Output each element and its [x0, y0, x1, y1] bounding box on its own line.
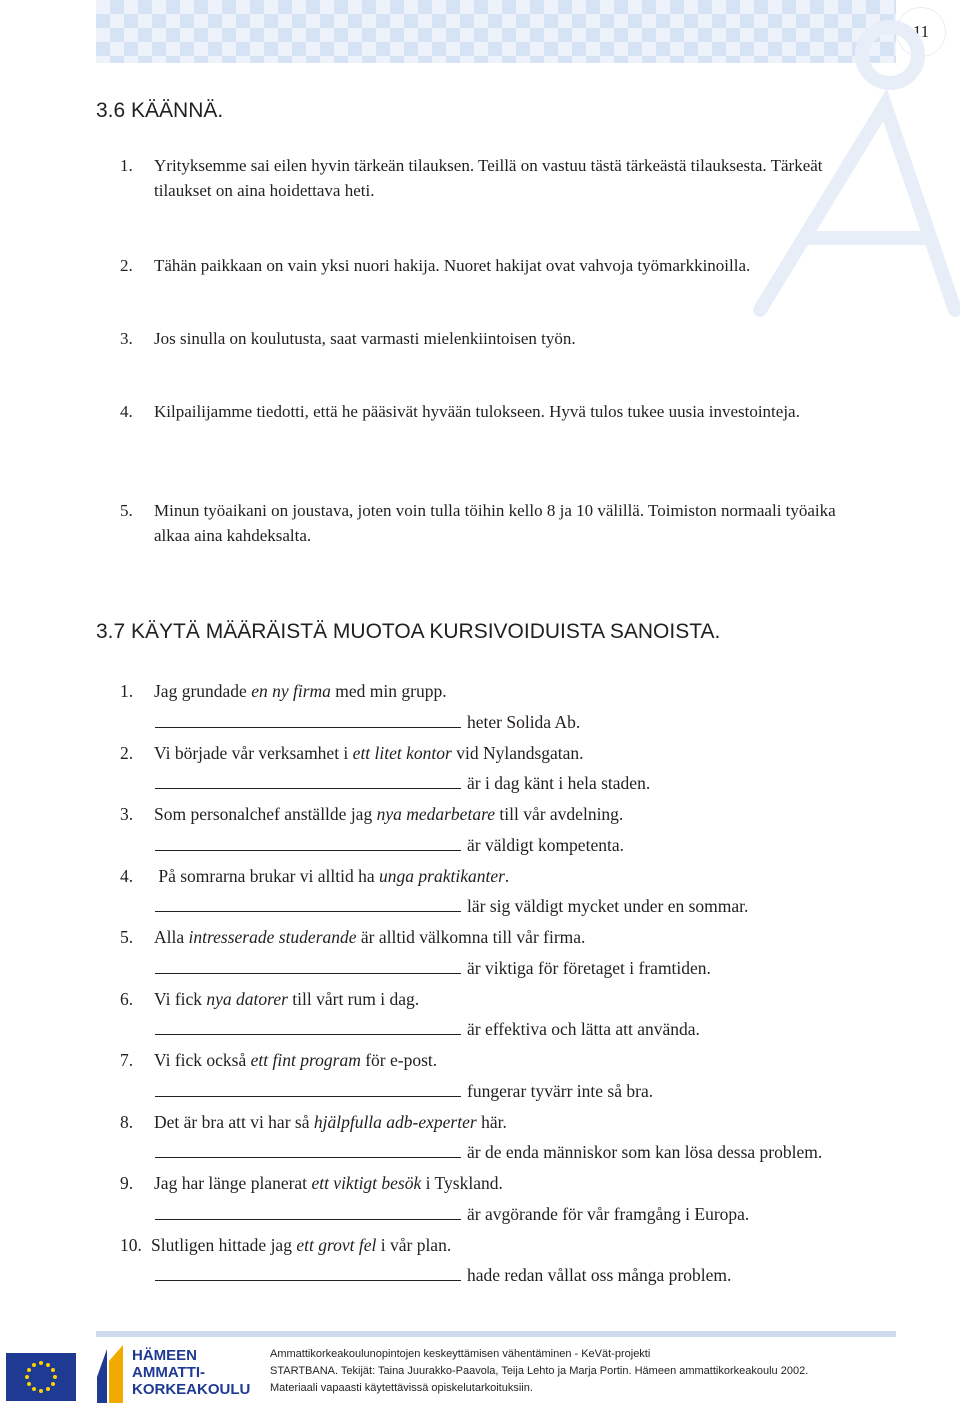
item-number: 4.	[120, 402, 133, 421]
eu-flag-icon	[6, 1353, 76, 1401]
answer-blank[interactable]	[155, 833, 461, 851]
sentence-pre: Det är bra att vi har så	[154, 1111, 314, 1132]
italic-phrase: nya datorer	[206, 988, 288, 1009]
item-number: 6.	[120, 988, 134, 1009]
italic-phrase: ett grovt fel	[296, 1234, 377, 1255]
answer-blank[interactable]	[155, 1140, 461, 1158]
answer-line	[155, 1263, 731, 1287]
sentence-text	[154, 741, 584, 765]
sentence-post: i Tyskland.	[421, 1173, 503, 1193]
item-number: 5.	[120, 927, 134, 947]
item-number: 1.	[120, 156, 133, 175]
sentence-line	[120, 1171, 503, 1195]
sentence-post: .	[504, 865, 510, 886]
answer-blank[interactable]	[155, 1017, 461, 1035]
sentence-post: här.	[476, 1111, 507, 1132]
sentence-text	[154, 987, 419, 1011]
sentence-line	[120, 1233, 452, 1257]
italic-phrase: ett fint program	[250, 1050, 361, 1070]
sentence-text	[154, 925, 585, 949]
answer-line	[155, 771, 650, 795]
footer-rule	[96, 1331, 896, 1337]
item-number: 3.	[120, 329, 133, 348]
item-number: 10.	[120, 1234, 142, 1255]
sentence-pre: Jag har länge planerat	[154, 1173, 312, 1193]
sentence-post: för e-post.	[360, 1050, 438, 1070]
logo-line: KORKEAKOULU	[132, 1381, 251, 1398]
sentence-pre: Alla	[154, 927, 189, 947]
sentence-line	[120, 987, 420, 1011]
sentence-text	[154, 679, 447, 703]
answer-blank[interactable]	[155, 1263, 461, 1281]
answer-text: fungerar tyvärr inte så bra.	[467, 1080, 654, 1101]
footer-line-3: Materiaali vapaasti käytettävissä opiskelutarkoituksiin.	[270, 1382, 533, 1394]
item-number: 3.	[120, 804, 134, 824]
page-number: 11	[897, 8, 945, 56]
item-number: 8.	[120, 1111, 134, 1132]
sentence-pre: Vi fick också	[154, 1050, 251, 1070]
sentence-pre: På somrarna brukar vi alltid ha	[154, 865, 380, 886]
item-text: Kilpailijamme tiedotti, että he pääsivät hyvään tulokseen. Hyvä tulos tukee uusia investointeja.	[154, 402, 800, 421]
italic-phrase: hjälpfulla adb-experter	[313, 1111, 477, 1132]
sentence-line	[120, 1110, 507, 1134]
item-text: Tähän paikkaan on vain yksi nuori hakija. Nuoret hakijat ovat vahvoja työmarkkinoilla.	[154, 256, 751, 275]
answer-line	[155, 1017, 700, 1041]
footer-line-2: STARTBANA. Tekijät: Taina Juurakko-Paavola, Teija Lehto ja Marja Portin. Hämeen ammattikorkeakoulu 2002.	[270, 1365, 809, 1377]
item-text: Minun työaikani on joustava, joten voin tulla töihin kello 8 ja 10 välillä. Toimiston normaali työaika alkaa aina kahdeksalta.	[154, 501, 836, 545]
answer-text: är viktiga för företaget i framtiden.	[467, 957, 711, 978]
answer-blank[interactable]	[155, 771, 461, 789]
answer-blank[interactable]	[155, 1202, 461, 1220]
sentence-text	[154, 1110, 507, 1134]
section-title-3-6: 3.6 KÄÄNNÄ.	[96, 99, 224, 122]
item-number: 2.	[120, 256, 133, 275]
sentence-text	[154, 1048, 437, 1072]
answer-blank[interactable]	[155, 894, 461, 912]
answer-text: är väldigt kompetenta.	[467, 834, 624, 855]
answer-line	[155, 710, 580, 734]
answer-line	[155, 956, 711, 980]
italic-phrase: intresserade studerande	[188, 927, 357, 947]
sentence-line	[120, 1048, 438, 1072]
sentence-line	[120, 679, 447, 703]
sentence-pre: Vi fick	[154, 988, 207, 1009]
footer-credits	[270, 1346, 910, 1397]
item-number: 4.	[120, 865, 134, 886]
answer-line	[155, 1079, 653, 1103]
sentence-text	[151, 1233, 451, 1257]
sentence-text	[154, 802, 623, 826]
item-number: 1.	[120, 681, 134, 701]
answer-blank[interactable]	[155, 710, 461, 728]
answer-line	[155, 894, 748, 918]
answer-text: är i dag känt i hela staden.	[467, 773, 651, 793]
italic-phrase: en ny firma	[251, 681, 331, 701]
sentence-pre: Vi började vår verksamhet i	[154, 742, 353, 763]
answer-blank[interactable]	[155, 1079, 461, 1097]
italic-phrase: nya medarbetare	[376, 804, 495, 824]
item-number: 9.	[120, 1173, 134, 1193]
logo-line: HÄMEEN	[132, 1347, 198, 1364]
sentence-line	[120, 864, 510, 888]
footer-line-1: Ammattikorkeakoulunopintojen keskeyttämisen vähentäminen - KeVät-projekti	[270, 1348, 651, 1360]
italic-phrase: ett litet kontor	[352, 742, 452, 763]
answer-line	[155, 833, 624, 857]
answer-text: är de enda människor som kan lösa dessa problem.	[467, 1142, 823, 1162]
sentence-text	[154, 864, 509, 888]
logo-line: AMMATTI-	[132, 1364, 206, 1381]
item-number: 7.	[120, 1050, 134, 1070]
sentence-line	[120, 741, 584, 765]
hamk-logo-text	[132, 1347, 250, 1398]
sentence-post: med min grupp.	[330, 681, 447, 701]
item-number: 5.	[120, 501, 133, 520]
eu-stars-icon	[6, 1353, 76, 1401]
italic-phrase: unga praktikanter	[379, 865, 505, 886]
answer-line	[155, 1202, 749, 1226]
answer-blank[interactable]	[155, 956, 461, 974]
answer-text: är effektiva och lätta att använda.	[467, 1019, 700, 1039]
sentence-pre: Jag grundade	[154, 681, 252, 701]
sentence-post: i vår plan.	[376, 1234, 452, 1255]
answer-text: lär sig väldigt mycket under en sommar.	[467, 896, 749, 916]
sentence-post: vid Nylandsgatan.	[451, 742, 584, 763]
item-text: Jos sinulla on koulutusta, saat varmasti mielenkiintoisen työn.	[154, 329, 576, 348]
italic-phrase: ett viktigt besök	[311, 1173, 422, 1193]
sentence-pre: Som personalchef anställde jag	[154, 804, 377, 824]
answer-text: är avgörande för vår framgång i Europa.	[467, 1203, 750, 1224]
sentence-post: är alltid välkomna till vår firma.	[356, 927, 586, 947]
sentence-post: till vår avdelning.	[495, 804, 624, 824]
item-number: 2.	[120, 742, 134, 763]
answer-text: hade redan vållat oss många problem.	[467, 1265, 732, 1285]
answer-text: heter Solida Ab.	[467, 711, 581, 732]
sentence-line	[120, 925, 586, 949]
sentence-pre: Slutligen hittade jag	[151, 1234, 297, 1255]
answer-line	[155, 1140, 822, 1164]
section-title-3-7: 3.7 KÄYTÄ MÄÄRÄISTÄ MUOTOA KURSIVOIDUISTA SANOISTA.	[96, 620, 721, 643]
sentence-text	[154, 1171, 503, 1195]
item-text: Yrityksemme sai eilen hyvin tärkeän tilauksen. Teillä on vastuu tästä tärkeästä tilauksesta. Tärkeät tilaukset on aina hoidettava heti.	[154, 156, 823, 200]
sentence-post: till vårt rum i dag.	[287, 988, 420, 1009]
sentence-line	[120, 802, 624, 826]
